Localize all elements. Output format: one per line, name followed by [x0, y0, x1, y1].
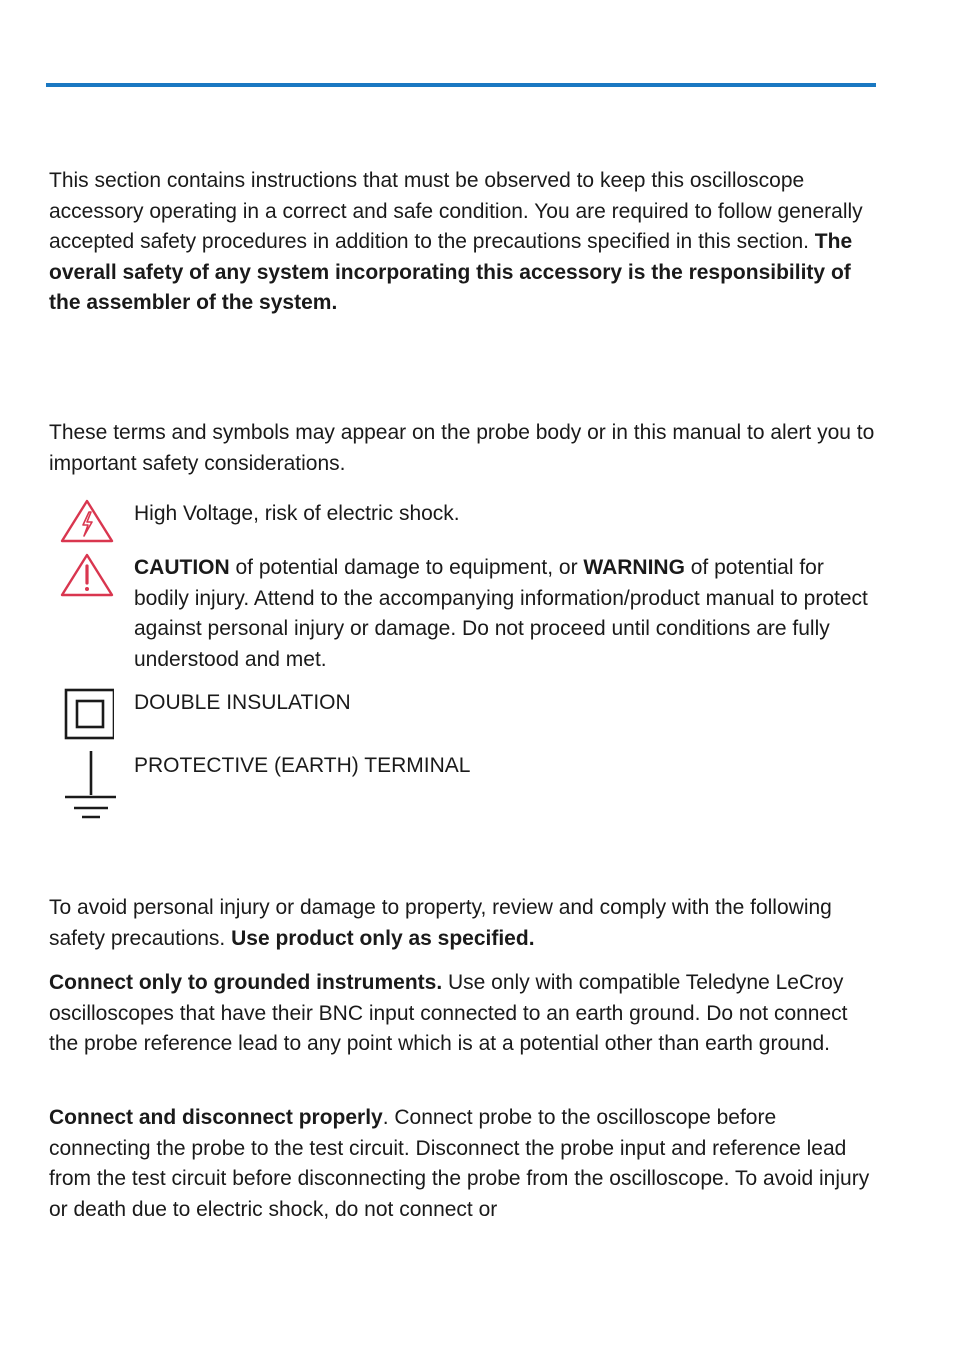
earth-terminal-text: PROTECTIVE (EARTH) TERMINAL [134, 754, 471, 777]
header-rule [46, 83, 876, 87]
intro-bold-text: The overall safety of any system incorporating this accessory is the responsibility of the assembler of the system. [49, 230, 853, 315]
precautions-intro-bold: Use product only as specified. [231, 926, 535, 950]
warning-label: WARNING [583, 556, 685, 579]
caution-text: CAUTION of potential damage to equipment, or WARNING of potential for bodily injury. Attend to the accompanying information/product manual to protect against personal injury or damage. Do not proceed until conditions are fully understood and met. [134, 556, 868, 671]
double-insulation-icon [60, 688, 114, 740]
caution-icon [60, 553, 114, 597]
precautions-intro: To avoid personal injury or damage to property, review and comply with the following safety precautions. Use product only as specified. [49, 896, 832, 950]
high-voltage-text: High Voltage, risk of electric shock. [134, 502, 460, 525]
caution-label: CAUTION [134, 556, 230, 579]
connect-disconnect-heading: Connect and disconnect properly [49, 1106, 383, 1129]
symbol-row-caution [60, 553, 880, 683]
intro-text: This section contains instructions that must be observed to keep this oscilloscope accessory operating in a correct and safe condition. You are required to follow generally accepted safety procedures in addition to the precautions specified in this section. [49, 169, 863, 254]
intro-paragraph [49, 166, 879, 319]
double-insulation-text: DOUBLE INSULATION [134, 691, 351, 714]
grounded-instruments-heading: Connect only to grounded instruments. [49, 971, 443, 994]
symbol-row-high-voltage [60, 499, 880, 543]
symbol-row-double-insulation [60, 688, 880, 740]
connect-disconnect-paragraph: Connect and disconnect properly. Connect probe to the oscilloscope before connecting the probe to the test circuit. Disconnect the probe input and reference lead from the test circuit before disconnecting the probe from the oscilloscope. To avoid injury or death due to electric shock, do not connect or [49, 1106, 870, 1221]
grounded-instruments-paragraph: Connect only to grounded instruments. Use only with compatible Teledyne LeCroy oscilloscopes that have their BNC input connected to an earth ground. Do not connect the probe reference lead to any point which is at a potential other than earth ground. [49, 971, 848, 1056]
symbols-intro: These terms and symbols may appear on the probe body or in this manual to alert you to important safety considerations. [49, 421, 875, 475]
high-voltage-icon [60, 499, 114, 543]
symbol-row-earth-terminal [60, 751, 880, 821]
earth-terminal-icon [60, 751, 120, 821]
